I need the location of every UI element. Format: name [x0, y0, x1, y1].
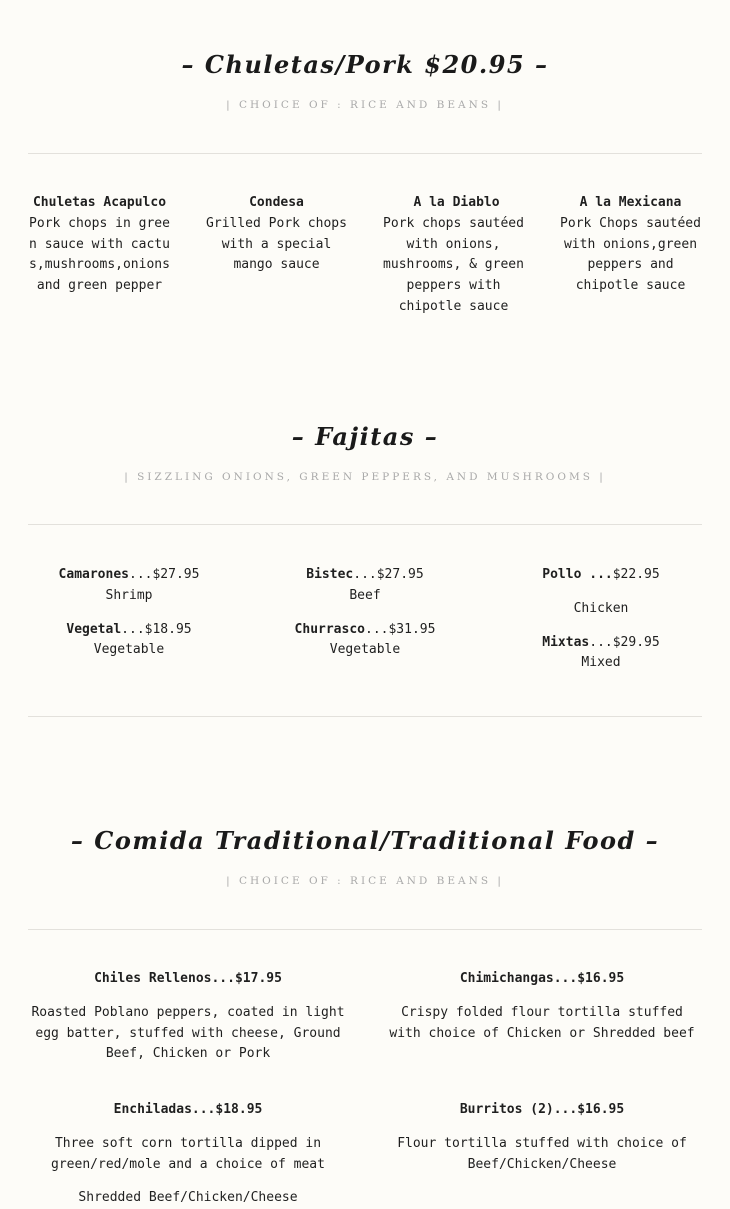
- item-name: Bistec: [306, 567, 354, 582]
- fajitas-subtitle: | SIZZLING ONIONS, GREEN PEPPERS, AND MUSHROOMS |: [124, 471, 606, 483]
- fajitas-column-3: [500, 565, 702, 674]
- item-extra: Shredded Beef/Chicken/Cheese: [78, 1190, 298, 1206]
- item-description: Beef: [349, 587, 381, 603]
- item-price: ...$29.95: [589, 634, 660, 650]
- comida-section: [0, 826, 730, 888]
- item-description: Grilled Pork chops with a special mango sauce: [206, 215, 347, 273]
- comida-title: – Comida Traditional/Traditional Food –: [70, 826, 660, 855]
- item-description: Pork chops in green sauce with cactus,mushrooms,onions and green pepper: [29, 215, 170, 294]
- menu-item-mixtas: [500, 633, 702, 675]
- item-description: Shrimp: [105, 587, 153, 603]
- item-name: Chiles Rellenos...$17.95: [94, 971, 282, 986]
- chuletas-title: – Chuletas/Pork $20.95 –: [181, 50, 549, 79]
- item-name: Mixtas: [542, 634, 590, 650]
- item-description: Pork chops sautéed with onions, mushrooms, & green peppers with chipotle sauce: [383, 215, 524, 314]
- item-description: Chicken: [573, 600, 629, 616]
- item-price: $22.95: [612, 567, 660, 582]
- item-description: Three soft corn tortilla dipped in green/red/mole and a choice of meat: [51, 1135, 325, 1172]
- item-name: Vegetal: [66, 621, 122, 637]
- divider: [28, 153, 702, 154]
- item-description: Vegetable: [329, 642, 401, 658]
- menu-item-burritos: [382, 1100, 702, 1175]
- fajitas-column-2: [264, 565, 466, 661]
- item-description: Mixed: [581, 655, 621, 671]
- item-price: ...$27.95: [129, 567, 200, 582]
- item-description: Pork Chops sautéed with onions,green peppers and chipotle sauce: [560, 215, 701, 294]
- chuletas-subtitle: | CHOICE OF : RICE AND BEANS |: [226, 99, 504, 111]
- menu-item-a-la-mexicana: [559, 193, 702, 297]
- menu-item-enchiladas: [28, 1100, 348, 1209]
- item-description: Crispy folded flour tortilla stuffed with choice of Chicken or Shredded beef: [389, 1004, 695, 1041]
- menu-item-churrasco: [264, 620, 466, 662]
- menu-item-a-la-diablo: [382, 193, 525, 318]
- item-name: Condesa: [249, 195, 304, 210]
- menu-item-chiles-rellenos: [28, 969, 348, 1065]
- item-description: Roasted Poblano peppers, coated in light egg batter, stuffed with cheese, Ground Beef, Chicken or Pork: [31, 1004, 345, 1062]
- chuletas-section: [0, 50, 730, 112]
- item-name: Camarones: [58, 567, 129, 582]
- item-name: Churrasco: [294, 621, 365, 637]
- menu-item-camarones: [28, 565, 230, 607]
- menu-item-condesa: [205, 193, 348, 276]
- divider: [28, 524, 702, 525]
- divider: [28, 929, 702, 930]
- menu-item-pollo: [500, 565, 702, 620]
- fajitas-column-1: [28, 565, 230, 661]
- item-name: Pollo ...: [542, 567, 613, 582]
- item-name: Burritos (2)...$16.95: [459, 1102, 625, 1117]
- menu-item-chuletas-acapulco: [28, 193, 171, 297]
- fajitas-title: – Fajitas –: [291, 422, 439, 451]
- item-description: Vegetable: [93, 642, 165, 658]
- item-price: ...$18.95: [121, 621, 192, 637]
- item-name: Chimichangas...$16.95: [459, 971, 625, 986]
- divider: [28, 716, 702, 717]
- item-price: ...$27.95: [353, 567, 424, 582]
- menu-item-bistec: [264, 565, 466, 607]
- item-name: A la Mexicana: [579, 195, 682, 210]
- menu-item-chimichangas: [382, 969, 702, 1044]
- fajitas-section: [0, 422, 730, 484]
- menu-item-vegetal: [28, 620, 230, 662]
- comida-subtitle: | CHOICE OF : RICE AND BEANS |: [226, 875, 504, 887]
- item-description: Flour tortilla stuffed with choice of Beef/Chicken/Cheese: [397, 1135, 687, 1172]
- item-price: ...$31.95: [365, 621, 436, 637]
- item-name: Enchiladas...$18.95: [113, 1102, 263, 1117]
- item-name: A la Diablo: [413, 195, 500, 210]
- item-name: Chuletas Acapulco: [32, 195, 167, 210]
